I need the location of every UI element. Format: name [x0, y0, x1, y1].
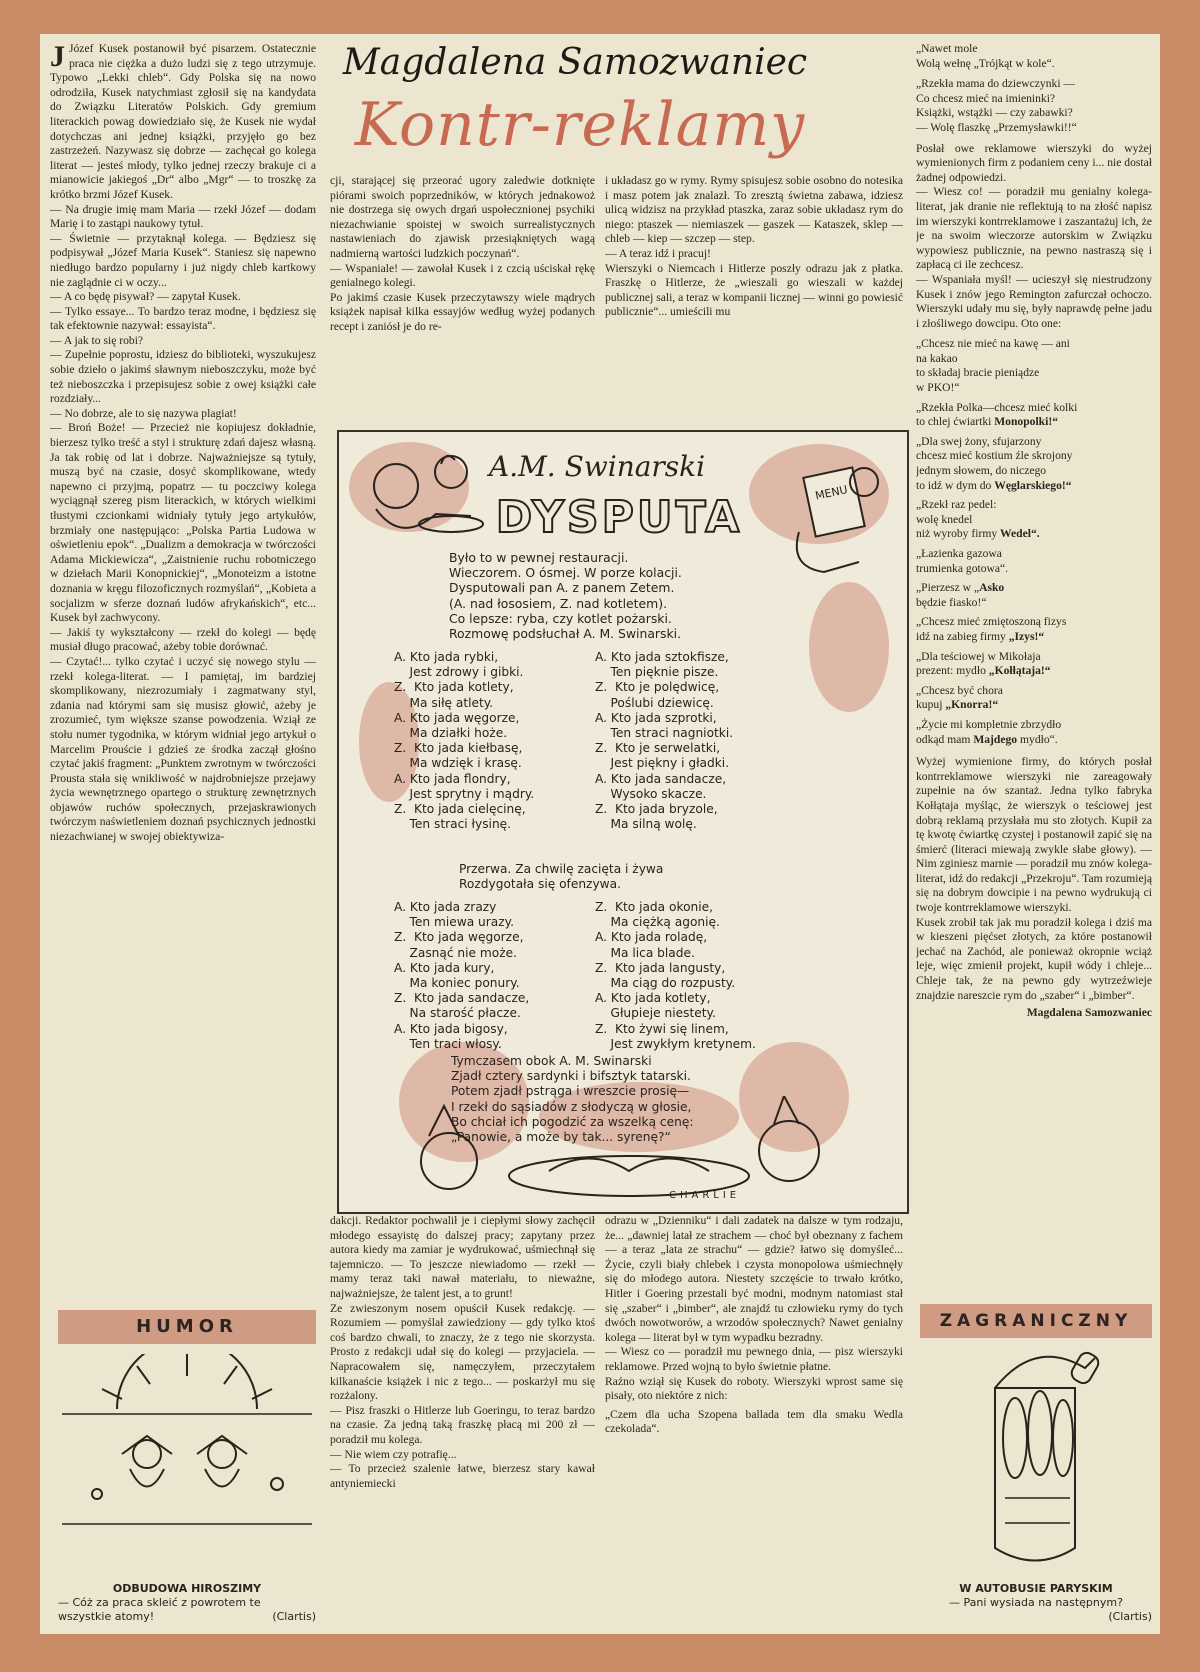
- paragraph: i układasz go w rymy. Rymy spisujesz sobie osobno do notesika i masz potem jak znalazł. To zresztą świetna zabawa, idziesz ulicą widzisz na przykład ptaszka, zaraz sobie układasz rym do niego: ptaszek — niemiaszek — gaszek — Kataszek, sklep — chleb — kiep — szczep — step.: [605, 174, 903, 246]
- poem-line: A. Kto jada kotlety,: [595, 991, 711, 1006]
- paragraph: Po jakimś czasie Kusek przeczytawszy wiele mądrych książek napisał kilka essayjów według wyżej podanych recept i zaniósł je do re-: [330, 290, 595, 333]
- poem-line: Zasnąć nie może.: [394, 945, 518, 960]
- paragraph: — Wspaniała myśl! — ucieszył się niestrudzony Kusek i znów jego Remington zafurczał ochoczo. Wierszyki udały mu się, były naprawdę pełne jadu i złośliwego dowcipu. Oto one:: [916, 272, 1152, 330]
- poem-intro: [449, 550, 769, 641]
- article-author-title: Magdalena Samozwaniec: [342, 42, 808, 83]
- poem-line: Wysoko skacze.: [595, 786, 707, 801]
- poem-line: A. Kto jada węgorze,: [394, 710, 520, 725]
- article-column-2-top: [330, 174, 595, 426]
- poem-author: A.M. Swinarski: [489, 450, 706, 483]
- humor-credit: (Clartis): [272, 1610, 316, 1623]
- paragraph: odrazu w „Dzienniku“ i dali zadatek na dalsze w tym rodzaju, że... „dawniej latał ze strachem — choć był obeznany z fachem — a teraz „lata ze strachu“ — gdzie? łatwo się domyśleć... Życie, czyli biały chlebek i czysta monopolowa uśmiechnęły się do młodego autora. Niestety szczęście to trwało krótko, Hitler i Goering przestali być modni, modnym natomiast stał się „szaber“ i „bimber“, ale znajdź tu człowieku rymy do tych dwóch nowotworów, a wrzodów społecznych? Nawet genialny kolega — literat był w tym wypadku bezradny.: [605, 1214, 903, 1344]
- paragraph: — To przecież szalenie łatwe, bierzesz stary kawał antyniemiecki: [330, 1462, 595, 1490]
- verse: „Chcesz mieć zmiętoszoną fizys idź na zabieg firmy „Izys!“: [916, 615, 1067, 643]
- poem-left-stanza-2: [394, 900, 529, 1052]
- poem-line: Potem zjadł pstrąga i wreszcie prosię—: [451, 1084, 690, 1099]
- poem-line: Ten miewa urazy.: [394, 915, 514, 930]
- poem-title: DYSPUTA: [495, 492, 743, 543]
- article-column-2-bottom: [330, 1214, 595, 1624]
- drop-cap: J: [50, 42, 65, 73]
- poem-line: Poślubi dziewicę.: [595, 695, 714, 710]
- paragraph: Kusek zrobił tak jak mu poradził kolega i dziś ma w kieszeni pięćset złotych, za które postanowił jechać na Zachód, ale ponieważ okropnie wciąż leje, więc zmienił projekt, kupił wódy i chleje... Chleje tak, że na pewno gdy wytrzeźwieje znajdzie nareszcie rym do „szaber“ i „bimber“.: [916, 915, 1152, 1002]
- zagraniczny-credit: (Clartis): [1108, 1610, 1152, 1623]
- paragraph: — Nie wiem czy potrafię...: [330, 1447, 457, 1461]
- article-column-3-top: [605, 174, 903, 426]
- poem-line: Tymczasem obok A. M. Swinarski: [451, 1054, 652, 1068]
- paragraph: dakcji. Redaktor pochwalił je i ciepłymi słowy zachęcił młodego essayistę do dalszej pracy; zapytany przez autora kiedy ma zamiar je wydrukować, uśmiechnął się tajemniczo. — To jeszcze niewiadomo — rzekł — mamy teraz taki nawał materiału, to nieważne, najważniejsze, że talent jest, a to grunt!: [330, 1214, 595, 1300]
- poem-line: Na starość płacze.: [394, 1006, 521, 1021]
- paragraph: — No dobrze, ale to się nazywa plagiat!: [50, 406, 237, 420]
- poem-line: A. Kto jada bigosy,: [394, 1021, 508, 1036]
- poem-line: Z. Kto żywi się linem,: [595, 1021, 729, 1036]
- paragraph: — A teraz idź i pracuj!: [605, 246, 711, 260]
- paragraph: Wyżej wymienione firmy, do których posłał kontrreklamowe wierszyki nie zareagowały zupełnie na ów szantaż. Jedna tylko fabryka Kołłątaja myśląc, że wierszyk o teściowej jest dobrą reklamą przysłała mu sto złotych. Kupił za tę kwotę ćwiartkę czystej i postanowił zapić się na śmierć (literaci miewają zwykle słabe głowy). — Nim zginiesz marnie — poradził mu znów kolega-literat, idź do redakcji „Przekroju“. Tam rozumieją się na dobrym dowcipie i na pewno wydrukują ci twoje kontrreklamowe wierszyki.: [916, 755, 1152, 915]
- poem-right-stanza-2: [595, 900, 756, 1052]
- poem-line: Z. Kto jada węgorze,: [394, 930, 524, 945]
- poem-line: A. Kto jada szprotki,: [595, 710, 717, 725]
- poem-line: Wieczorem. O ósmej. W porze kolacji.: [449, 565, 682, 581]
- poem-line: Ma działki hoże.: [394, 726, 508, 741]
- article-signature: Magdalena Samozwaniec: [1026, 1006, 1152, 1020]
- poem-line: Rozmowę podsłuchał A. M. Swinarski.: [449, 626, 682, 642]
- verse: „Dla swej żony, sfujarzony chcesz mieć kostium źle skrojony jednym słowem, do niczego to idź w dym do Węglarskiego!“: [916, 434, 1073, 492]
- poem-line: A. Kto jada rybki,: [394, 650, 499, 664]
- verse: „Rzekła mama do dziewczynki — Co chcesz mieć na imieninki? Książki, wstążki — czy zabawki? — Wolę flaszkę „Przemysławki!!“: [916, 77, 1077, 134]
- poem-line: A. Kto jada zrazy: [394, 900, 497, 914]
- paragraph: Ze zwieszonym nosem opuścił Kusek redakcję. — Rozumiem — pomyślał zawiedziony — gdy tylko ktoś coś bardzo chwali, to znaczy, że z tego nie skorzysta. Prosto z redakcji udał się do kolegi — przyjaciela. — Napracowałem się, namęczyłem, przeczytałem kilkanaście książek i nic z tego... — poskarżył mu się rozżalony.: [330, 1301, 595, 1403]
- poem-right-stanza-1: [595, 650, 733, 832]
- poem-line: Ten pięknie pisze.: [595, 665, 719, 680]
- poem-line: A. Kto jada roladę,: [595, 930, 708, 945]
- poem-line: Ma ciąg do rozpusty.: [595, 976, 736, 991]
- paragraph: — Broń Boże! — Przecież nie kopiujesz dokładnie, bierzesz tylko treść a styl i strukturę zdań dajesz własną. Ja tak robię od lat i dobrze. Najważniejsze są tytuły, muszą być na czasie, dosyć skomplikowane, wtedy napewno ci przyjmą, popatrz — tu poczciwy kolega wyciągnął szereg pism literackich, w których wielkimi tłustymi czcionkami widniały tytuły jego artykułów, brzmiały one następująco: „Polska Partia Ludowa w oświetleniu epok“. „Dualizm a demokracja w twórczości Adama Mickiewicza“, „Zaistnienie ruchu robotniczego w dziełach Marii Konopnickiej“, „Monoteizm a istotne doznania w kręgu filozoficznych rozmyślań“, „Kobieta a socjalizm w sferze doznań ludów afrykańskich“, etc... Kusek był zachwycony.: [50, 421, 316, 625]
- zagraniczny-caption: [920, 1582, 1152, 1624]
- paragraph: — A co będę pisywał? — zapytał Kusek.: [50, 290, 241, 304]
- poem-line: Rozdygotała się ofenzywa.: [459, 877, 621, 892]
- poem-line: Z. Kto jada kiełbasę,: [394, 741, 523, 756]
- verse: „Rzekł raz pedel: wolę knedel niż wyroby firmy Wedel“.: [916, 498, 1040, 541]
- paragraph: — Wiesz co — poradził mu pewnego dnia, — pisz wierszyki reklamowe. Przed wojną to było świetnie płatne.: [605, 1345, 903, 1373]
- verse: „Pierzesz w „Asko będzie fiasko!“: [916, 581, 1005, 609]
- poem-line: Z. Kto je serwelatki,: [595, 741, 721, 756]
- poem-box: [337, 430, 909, 1214]
- poem-left-stanza-1: [394, 650, 534, 832]
- poem-line: Ten straci nagniotki.: [595, 726, 734, 741]
- poem-line: Jest sprytny i mądry.: [394, 786, 535, 801]
- paragraph: — Świetnie — przytaknął kolega. — Będziesz się podpisywał „Józef Maria Kusek“. Staniesz się napewno niedługo bardzo popularny i już nigdy chleb kartkowy nie zaglądnie ci w oczy...: [50, 231, 316, 289]
- paragraph: Posłał owe reklamowe wierszyki do wyżej wymienionych firm z podaniem ceny i... nie dostał żadnej odpowiedzi.: [916, 141, 1152, 184]
- feast-illustration: [389, 1096, 849, 1206]
- verse: „Łazienka gazowa trumienka gotowa“.: [916, 547, 1009, 575]
- humor-caption: [58, 1582, 316, 1624]
- poem-line: „Panowie, a może by tak... syrenę?“: [451, 1130, 671, 1145]
- poem-line: A. Kto jada flondry,: [394, 771, 511, 786]
- paris-bus-cartoon: [945, 1348, 1125, 1578]
- poem-line: A. Kto jada sztokfisze,: [595, 650, 729, 664]
- poem-line: Jest piękny i gładki.: [595, 756, 730, 771]
- zagraniczny-caption-title: W AUTOBUSIE PARYSKIM: [959, 1582, 1113, 1595]
- paragraph: — Na drugie imię mam Maria — rzekł Józef — dodam Marię i to zastąpi naukowy tytuł.: [50, 202, 316, 231]
- poem-line: Było to w pewnej restauracji.: [449, 550, 629, 565]
- menu-label: MENU: [814, 483, 849, 503]
- humor-caption-title: ODBUDOWA HIROSZIMY: [112, 1582, 262, 1595]
- article-column-4: [916, 42, 1152, 1302]
- poem-line: (A. nad łososiem, Z. nad kotletem).: [449, 595, 668, 611]
- poem-line: Dysputowali pan A. z panem Zetem.: [449, 580, 675, 596]
- poem-line: Ma wdzięk i krasę.: [394, 756, 522, 771]
- magazine-page: [40, 34, 1160, 1634]
- artist-signature: CHARLIE: [669, 1190, 741, 1201]
- hiroshima-cartoon: [62, 1354, 312, 1544]
- paragraph: — A jak to się robi?: [50, 333, 144, 347]
- poem-line: Przerwa. Za chwilę zacięta i żywa: [459, 862, 664, 876]
- article-column-1: [50, 42, 316, 1232]
- paragraph: — Jakiś ty wykształcony — rzekł do kolegi — będę musiał długo pracować, ażeby tobie dorównać.: [50, 625, 316, 654]
- paragraph: — Tylko essaye... To bardzo teraz modne, i będziesz się tak efektownie nazywał: essayista“.: [50, 304, 316, 333]
- poem-line: Ma silną wolę.: [595, 817, 697, 832]
- poem-line: Z. Kto je polędwicę,: [595, 680, 720, 695]
- poem-line: Zjadł cztery sardynki i bifsztyk tatarski.: [451, 1069, 691, 1084]
- menu-reader-illustration: [769, 452, 889, 582]
- poem-line: Ma ciężką agonię.: [595, 915, 720, 930]
- poem-line: Ten straci łysinę.: [394, 817, 512, 832]
- humor-banner: HUMOR: [58, 1310, 316, 1344]
- poem-line: I rzekł do sąsiadów z słodyczą w głosie,: [451, 1099, 692, 1114]
- poem-line: Z. Kto jada bryzole,: [595, 802, 718, 817]
- poem-line: Co lepsze: ryba, czy kotlet pożarski.: [449, 610, 672, 626]
- poem-line: Z. Kto jada langusty,: [595, 960, 726, 975]
- paragraph: Raźno wziął się Kusek do roboty. Wierszyki wprost same się pisały, oto niektóre z nich:: [605, 1374, 903, 1403]
- poem-line: Ten traci włosy.: [394, 1036, 502, 1051]
- poem-line: A. Kto jada kury,: [394, 960, 495, 975]
- paragraph: — Zupełnie poprostu, idziesz do biblioteki, wyszukujesz sobie dzieło o jakimś sławnym nieboszczyku, może być też nieboszczka i przepisujesz sobie z owej książki całe rozdziały...: [50, 348, 316, 406]
- decorative-blob: [809, 582, 889, 712]
- poem-line: Z. Kto jada okonie,: [595, 900, 714, 914]
- humor-caption-text: — Cóż za praca skleić z powrotem te wszystkie atomy!: [58, 1596, 261, 1623]
- poem-line: Ma koniec ponury.: [394, 976, 520, 991]
- poem-line: Ma lica blade.: [595, 945, 695, 960]
- verse: „Nawet mole Wolą wełnę „Trójkąt w kole“.: [916, 42, 1055, 70]
- paragraph: — Czytać!... tylko czytać i uczyć się nowego stylu — rzekł kolega-literat. — I pamiętaj, im bardziej skomplikowany, niezrozumiały i zagmatwany styl, zdania nad którymi sam się musisz głowić, ażeby je zrozumieć, tym większe szanse powodzenia. Wziął ze stołu numer tygodnika, w którym widniał jego artykuł o Marcelim Prouście i gdzieś ze środka zaczął głośno czytać jakiś fragment: „Punktem zwrotnym w twórczości Prousta stała się wnikliwość w najdrobniejsze przejawy życia wewnętrznego opartego o strukturę zewnętrznych objawów ruchów społecznych, przejaskrawionych twórczym naświetleniem doznań psychicznych jednostki niezachwianej w swojej obiektywiza-: [50, 654, 316, 844]
- poem-line: Bo chciał ich pogodzić za wszelką cenę:: [451, 1114, 694, 1129]
- verse: „Życie mi kompletnie zbrzydło odkąd mam Majdego mydło“.: [916, 717, 1062, 746]
- verse: „Chcesz nie mieć na kawę — ani na kakao to składaj bracie pieniądze w PKO!“: [916, 337, 1070, 395]
- paragraph: cji, starającej się przeorać ugory zaledwie dotknięte piórami swoich poprzedników, w których jednakowoż nie dostrzega się owych drgań uspołecznionej psychiki niezachwianie spoistej w swoich surrealistycznych nastawieniach do zjawisk przesiąkniętych wagą nadmierną wartości ludzkich poczynań“.: [330, 174, 595, 260]
- poem-line: Głupieje niestety.: [595, 1006, 716, 1021]
- verse: „Rzekła Polka—chcesz mieć kolki to chlej ćwiartki Monopolki!“: [916, 400, 1078, 429]
- poem-line: Z. Kto jada kotlety,: [394, 680, 514, 695]
- paragraph: — Wspaniale! — zawołał Kusek i z czcią uściskał rękę genialnego kolegi.: [330, 261, 595, 290]
- poem-line: A. Kto jada sandacze,: [595, 771, 727, 786]
- verse: „Chcesz być chora kupuj „Knorra!“: [916, 683, 1003, 712]
- article-column-3-bottom: [605, 1214, 903, 1624]
- paragraph: Wierszyki o Niemcach i Hitlerze poszły odrazu jak z płatka. Fraszkę o Hitlerze, że „wieszali go wieszali w każdej publicznej sali, a teraz w kompanii licznej — winni go powiesić publicznie“... umieścili mu: [605, 261, 903, 319]
- poem-break: [459, 862, 663, 892]
- paragraph: J Józef Kusek postanowił być pisarzem. Ostatecznie praca nie ciężka a dużo ludzi się z tego utrzymuje. Typowo „Lekki chleb“. Gdy Polska się na nowo odrodziła, Kusek natychmiast zgłosił się na kandydata do Związku Literatów Polskich. Gdy gremium literackich powag dowiedziało się, że Kusek nie wydał dotychczas ani jednej książki, przyjęło go bez zastrzeżeń. Nazywasz się dobrze — zachęcał go kolega literat — jesteś młody, tylko jednej rzeczy brakuje ci a mianowicie jakiegoś „Dr“ albo „Mgr“ — to troszkę za krótko brzmi Józef Kusek.: [50, 42, 316, 201]
- poem-line: Z. Kto jada cielęcinę,: [394, 802, 526, 817]
- verse: „Dla teściowej w Mikołaja prezent: mydło „Kołłątaja!“: [916, 649, 1051, 678]
- article-headline: Kontr-reklamy: [354, 90, 806, 160]
- paragraph: — Wiesz co! — poradził mu genialny kolega-literat, jak dranie nie reflektują to na złość napisz im wierszyki kontrreklamowe i zaszantażuj ich, że je na swoim wieczorze autorskim w Związku wypowiesz publicznie, na pewno nastraszą się i zapłacą ci ile zechcesz.: [916, 185, 1152, 272]
- poem-line: Jest zdrowy i gibki.: [394, 665, 524, 680]
- poem-line: Jest zwykłym kretynem.: [595, 1036, 756, 1051]
- zagraniczny-banner: ZAGRANICZNY: [920, 1304, 1152, 1338]
- paragraph: „Czem dla ucha Szopena ballada tem dla smaku Wedla czekolada“.: [605, 1407, 903, 1436]
- paragraph: — Pisz fraszki o Hitlerze lub Goeringu, to teraz bardzo na czasie. Za jedną taką fraszkę płacą mi 200 zł — poradził mu kolega.: [330, 1403, 595, 1446]
- zagraniczny-caption-text: — Pani wysiada na następnym?: [949, 1596, 1123, 1609]
- poem-line: Ma siłę atlety.: [394, 695, 494, 710]
- poem-line: Z. Kto jada sandacze,: [394, 991, 530, 1006]
